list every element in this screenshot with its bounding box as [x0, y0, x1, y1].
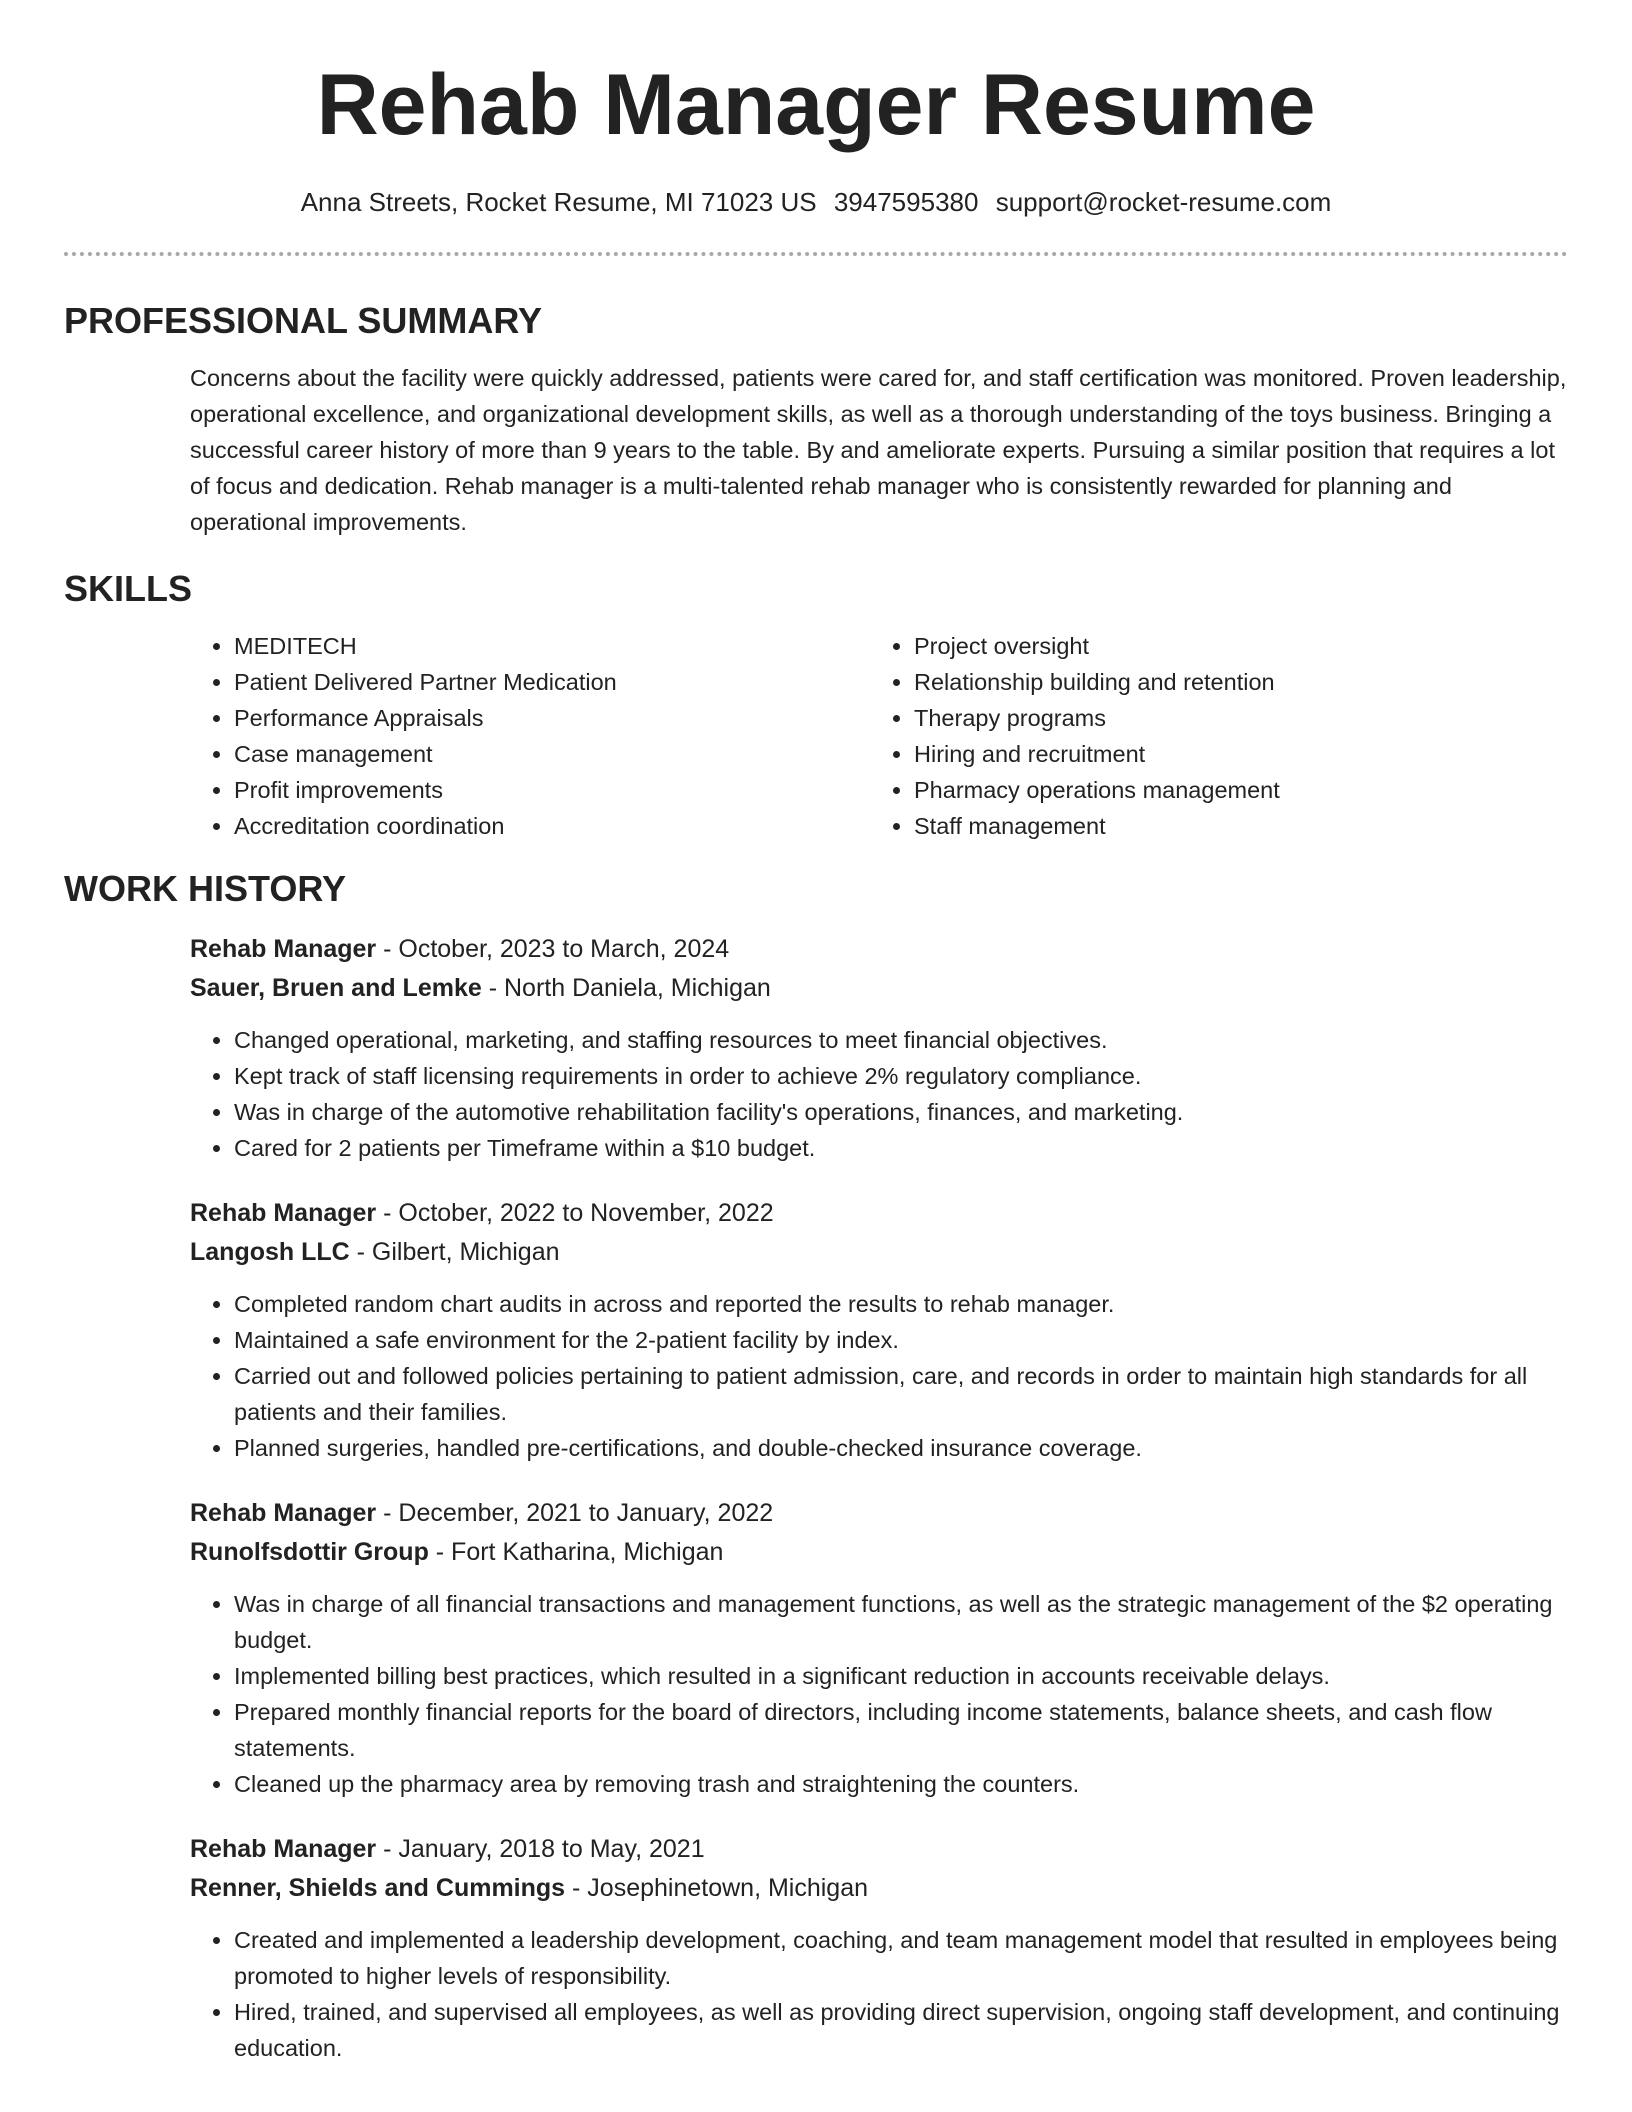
- job-role: Rehab Manager: [190, 1199, 377, 1227]
- job-location: - Josephinetown, Michigan: [565, 1874, 869, 1902]
- job-dates: - October, 2023 to March, 2024: [376, 935, 730, 963]
- resume-page: [64, 0, 1568, 2066]
- job-entry: [190, 1830, 1568, 2066]
- job-bullet: • Kept track of staff licensing requirements in order to achieve 2% regulatory compliance.: [234, 1058, 1568, 1094]
- skill-item: • Project oversight: [914, 628, 1550, 664]
- contact-phone: 3947595380: [833, 187, 979, 217]
- job-dates: - December, 2021 to January, 2022: [376, 1499, 774, 1527]
- job-entry: [190, 1194, 1568, 1466]
- job-company-line: [190, 1533, 1568, 1572]
- skill-item: • Pharmacy operations management: [914, 772, 1550, 808]
- job-role: Rehab Manager: [190, 1499, 377, 1527]
- job-company: Renner, Shields and Cummings: [190, 1874, 566, 1902]
- job-company-line: [190, 1869, 1568, 1908]
- job-title-line: [190, 1194, 1568, 1233]
- summary-heading: PROFESSIONAL SUMMARY: [64, 300, 543, 341]
- job-bullet: • Cleaned up the pharmacy area by removing trash and straightening the counters.: [234, 1766, 1568, 1802]
- resume-title: Rehab Manager Resume: [316, 57, 1316, 153]
- job-bullets: [190, 1586, 1568, 1802]
- job-entry: [190, 1494, 1568, 1802]
- job-title-line: [190, 1830, 1568, 1869]
- job-bullet: • Created and implemented a leadership development, coaching, and team management model that resulted in employees being promoted to higher levels of responsibility.: [234, 1922, 1568, 1994]
- contact-email: support@rocket-resume.com: [995, 187, 1332, 217]
- contact-address: Anna Streets, Rocket Resume, MI 71023 US: [300, 187, 817, 217]
- job-bullet: • Was in charge of all financial transactions and management functions, as well as the strategic management of the $2 operating budget.: [234, 1586, 1568, 1658]
- job-dates: - October, 2022 to November, 2022: [376, 1199, 774, 1227]
- skill-item: • Relationship building and retention: [914, 664, 1550, 700]
- job-bullet: • Implemented billing best practices, which resulted in a significant reduction in accounts receivable delays.: [234, 1658, 1568, 1694]
- job-bullets: [190, 1286, 1568, 1466]
- skill-item: • Patient Delivered Partner Medication: [234, 664, 870, 700]
- job-company: Langosh LLC: [190, 1238, 350, 1266]
- job-dates: - January, 2018 to May, 2021: [376, 1835, 705, 1863]
- skill-item: • Therapy programs: [914, 700, 1550, 736]
- skill-item: • Hiring and recruitment: [914, 736, 1550, 772]
- skill-item: • Staff management: [914, 808, 1550, 844]
- job-bullet: • Carried out and followed policies pertaining to patient admission, care, and records in order to maintain high standards for all patients and their families.: [234, 1358, 1568, 1430]
- job-company-line: [190, 969, 1568, 1008]
- job-company: Runolfsdottir Group: [190, 1538, 429, 1566]
- skill-item: • Profit improvements: [234, 772, 870, 808]
- job-bullet: • Cared for 2 patients per Timeframe within a $10 budget.: [234, 1130, 1568, 1166]
- skills-columns: [190, 628, 1568, 844]
- contact-line: [64, 184, 1568, 220]
- skill-item: • Performance Appraisals: [234, 700, 870, 736]
- header-divider: [64, 252, 1568, 256]
- job-bullet: • Was in charge of the automotive rehabilitation facility's operations, finances, and marketing.: [234, 1094, 1568, 1130]
- job-location: - Gilbert, Michigan: [349, 1238, 560, 1266]
- skills-list-left: [190, 628, 870, 844]
- job-bullet: • Prepared monthly financial reports for the board of directors, including income statements, balance sheets, and cash flow statements.: [234, 1694, 1568, 1766]
- skill-item: • MEDITECH: [234, 628, 870, 664]
- job-entry: [190, 930, 1568, 1166]
- job-bullet: • Planned surgeries, handled pre-certifications, and double-checked insurance coverage.: [234, 1430, 1568, 1466]
- skills-list-right: [870, 628, 1550, 844]
- job-bullet: • Completed random chart audits in across and reported the results to rehab manager.: [234, 1286, 1568, 1322]
- job-location: - Fort Katharina, Michigan: [428, 1538, 724, 1566]
- job-bullet: • Changed operational, marketing, and staffing resources to meet financial objectives.: [234, 1022, 1568, 1058]
- summary-text: Concerns about the facility were quickly addressed, patients were cared for, and staff certification was monitored. Proven leadership, operational excellence, and organizational development skills, as well as a thorough understanding of the toys business. Bringing a successful career history of more than 9 years to the table. By and ameliorate experts. Pursuing a similar position that requires a lot of focus and dedication. Rehab manager is a multi-talented rehab manager who is consistently rewarded for planning and operational improvements.: [190, 365, 1567, 535]
- job-role: Rehab Manager: [190, 935, 377, 963]
- job-title-line: [190, 930, 1568, 969]
- job-company: Sauer, Bruen and Lemke: [190, 974, 482, 1002]
- skill-item: • Case management: [234, 736, 870, 772]
- job-location: - North Daniela, Michigan: [481, 974, 771, 1002]
- job-bullet: • Hired, trained, and supervised all employees, as well as providing direct supervision, ongoing staff development, and continuing education.: [234, 1994, 1568, 2066]
- work-history-heading: WORK HISTORY: [64, 868, 347, 909]
- job-bullets: [190, 1022, 1568, 1166]
- job-role: Rehab Manager: [190, 1835, 377, 1863]
- skills-heading: SKILLS: [64, 568, 193, 609]
- job-bullet: • Maintained a safe environment for the 2-patient facility by index.: [234, 1322, 1568, 1358]
- job-title-line: [190, 1494, 1568, 1533]
- job-bullets: [190, 1922, 1568, 2066]
- job-company-line: [190, 1233, 1568, 1272]
- skill-item: • Accreditation coordination: [234, 808, 870, 844]
